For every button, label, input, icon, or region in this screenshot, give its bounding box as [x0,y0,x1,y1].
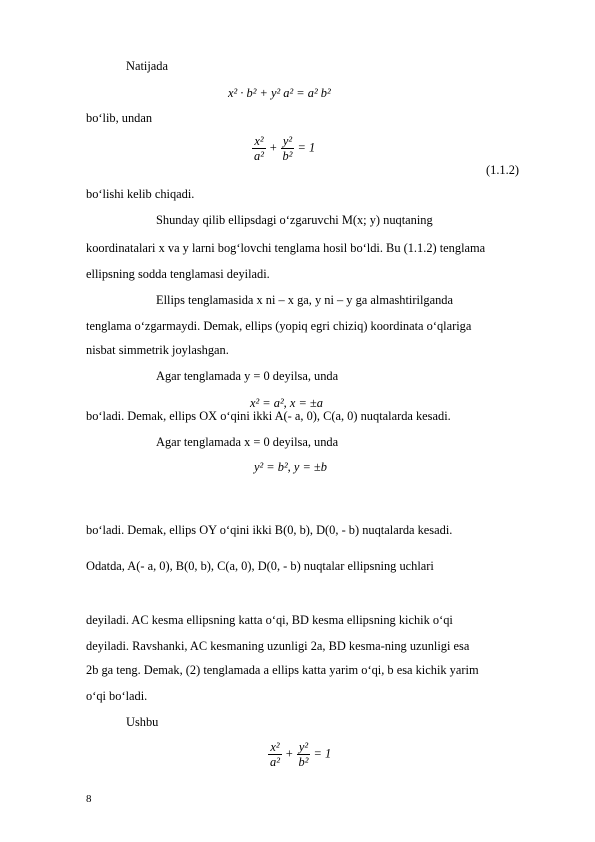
paragraph-line: Shunday qilib ellipsdagi o‘zgaruvchi M(x; y) nuqtaning [156,213,433,227]
equation-ellipse-canonical-repeat [268,740,331,769]
paragraph-line: Agar tenglamada y = 0 deyilsa, unda [156,369,339,383]
equation-y-intercepts: y² = b², y = ±b [254,460,327,474]
paragraph-line: bo‘ladi. Demak, ellips OY o‘qini ikki B(0, b), D(0, - b) nuqtalarda kesadi. [86,523,453,537]
paragraph-line: bo‘ladi. Demak, ellips OX o‘qini ikki A(- a, 0), C(a, 0) nuqtalarda kesadi. [86,409,451,423]
paragraph-line: Ellips tenglamasida x ni – x ga, y ni – y ga almashtirilganda [156,293,453,307]
plus-sign: + [285,746,294,761]
numerator: y² [297,740,311,755]
paragraph-line: deyiladi. AC kesma ellipsning katta o‘qi, BD kesma ellipsning kichik o‘qi [86,613,453,627]
paragraph-line: Natijada [126,59,168,73]
paragraph-line: Ushbu [126,715,159,729]
fraction-y-over-b [281,134,295,163]
numerator: x² [268,740,282,755]
paragraph-line: koordinatalari x va y larni bog‘lovchi tenglama hosil bo‘ldi. Bu (1.1.2) tenglama [86,241,486,255]
fraction-x-over-a [268,740,282,769]
equation-ellipse-canonical [252,134,315,163]
fraction-y-over-b [297,740,311,769]
paragraph-line: o‘qi bo‘ladi. [86,689,148,703]
equation-ellipse-product-form: x² · b² + y² a² = a² b² [228,86,331,100]
denominator: a² [254,149,264,163]
equation-rhs: = 1 [297,140,316,155]
page-number: 8 [86,793,92,805]
equation-number: (1.1.2) [486,163,520,177]
paragraph-line: Agar tenglamada x = 0 deyilsa, unda [156,435,339,449]
paragraph-line: Odatda, A(- a, 0), B(0, b), C(a, 0), D(0, - b) nuqtalar ellipsning uchlari [86,559,434,573]
paragraph-line: bo‘lib, undan [86,111,153,125]
numerator: y² [281,134,295,149]
paragraph-line: bo‘lishi kelib chiqadi. [86,187,195,201]
fraction-x-over-a [252,134,266,163]
equation-x-intercepts: x² = a², x = ±a [250,396,323,410]
denominator: b² [282,149,293,163]
paragraph-line: 2b ga teng. Demak, (2) tenglamada a ellips katta yarim o‘qi, b esa kichik yarim [86,663,479,677]
denominator: a² [270,755,280,769]
paragraph-line: ellipsning sodda tenglamasi deyiladi. [86,267,270,281]
equation-rhs: = 1 [313,746,332,761]
numerator: x² [252,134,266,149]
paragraph-line: nisbat simmetrik joylashgan. [86,343,229,357]
paragraph-line: deyiladi. Ravshanki, AC kesmaning uzunligi 2a, BD kesma-ning uzunligi esa [86,639,470,653]
denominator: b² [298,755,309,769]
plus-sign: + [269,140,278,155]
paragraph-line: tenglama o‘zgarmaydi. Demak, ellips (yopiq egri chiziq) koordinata o‘qlariga [86,319,472,333]
